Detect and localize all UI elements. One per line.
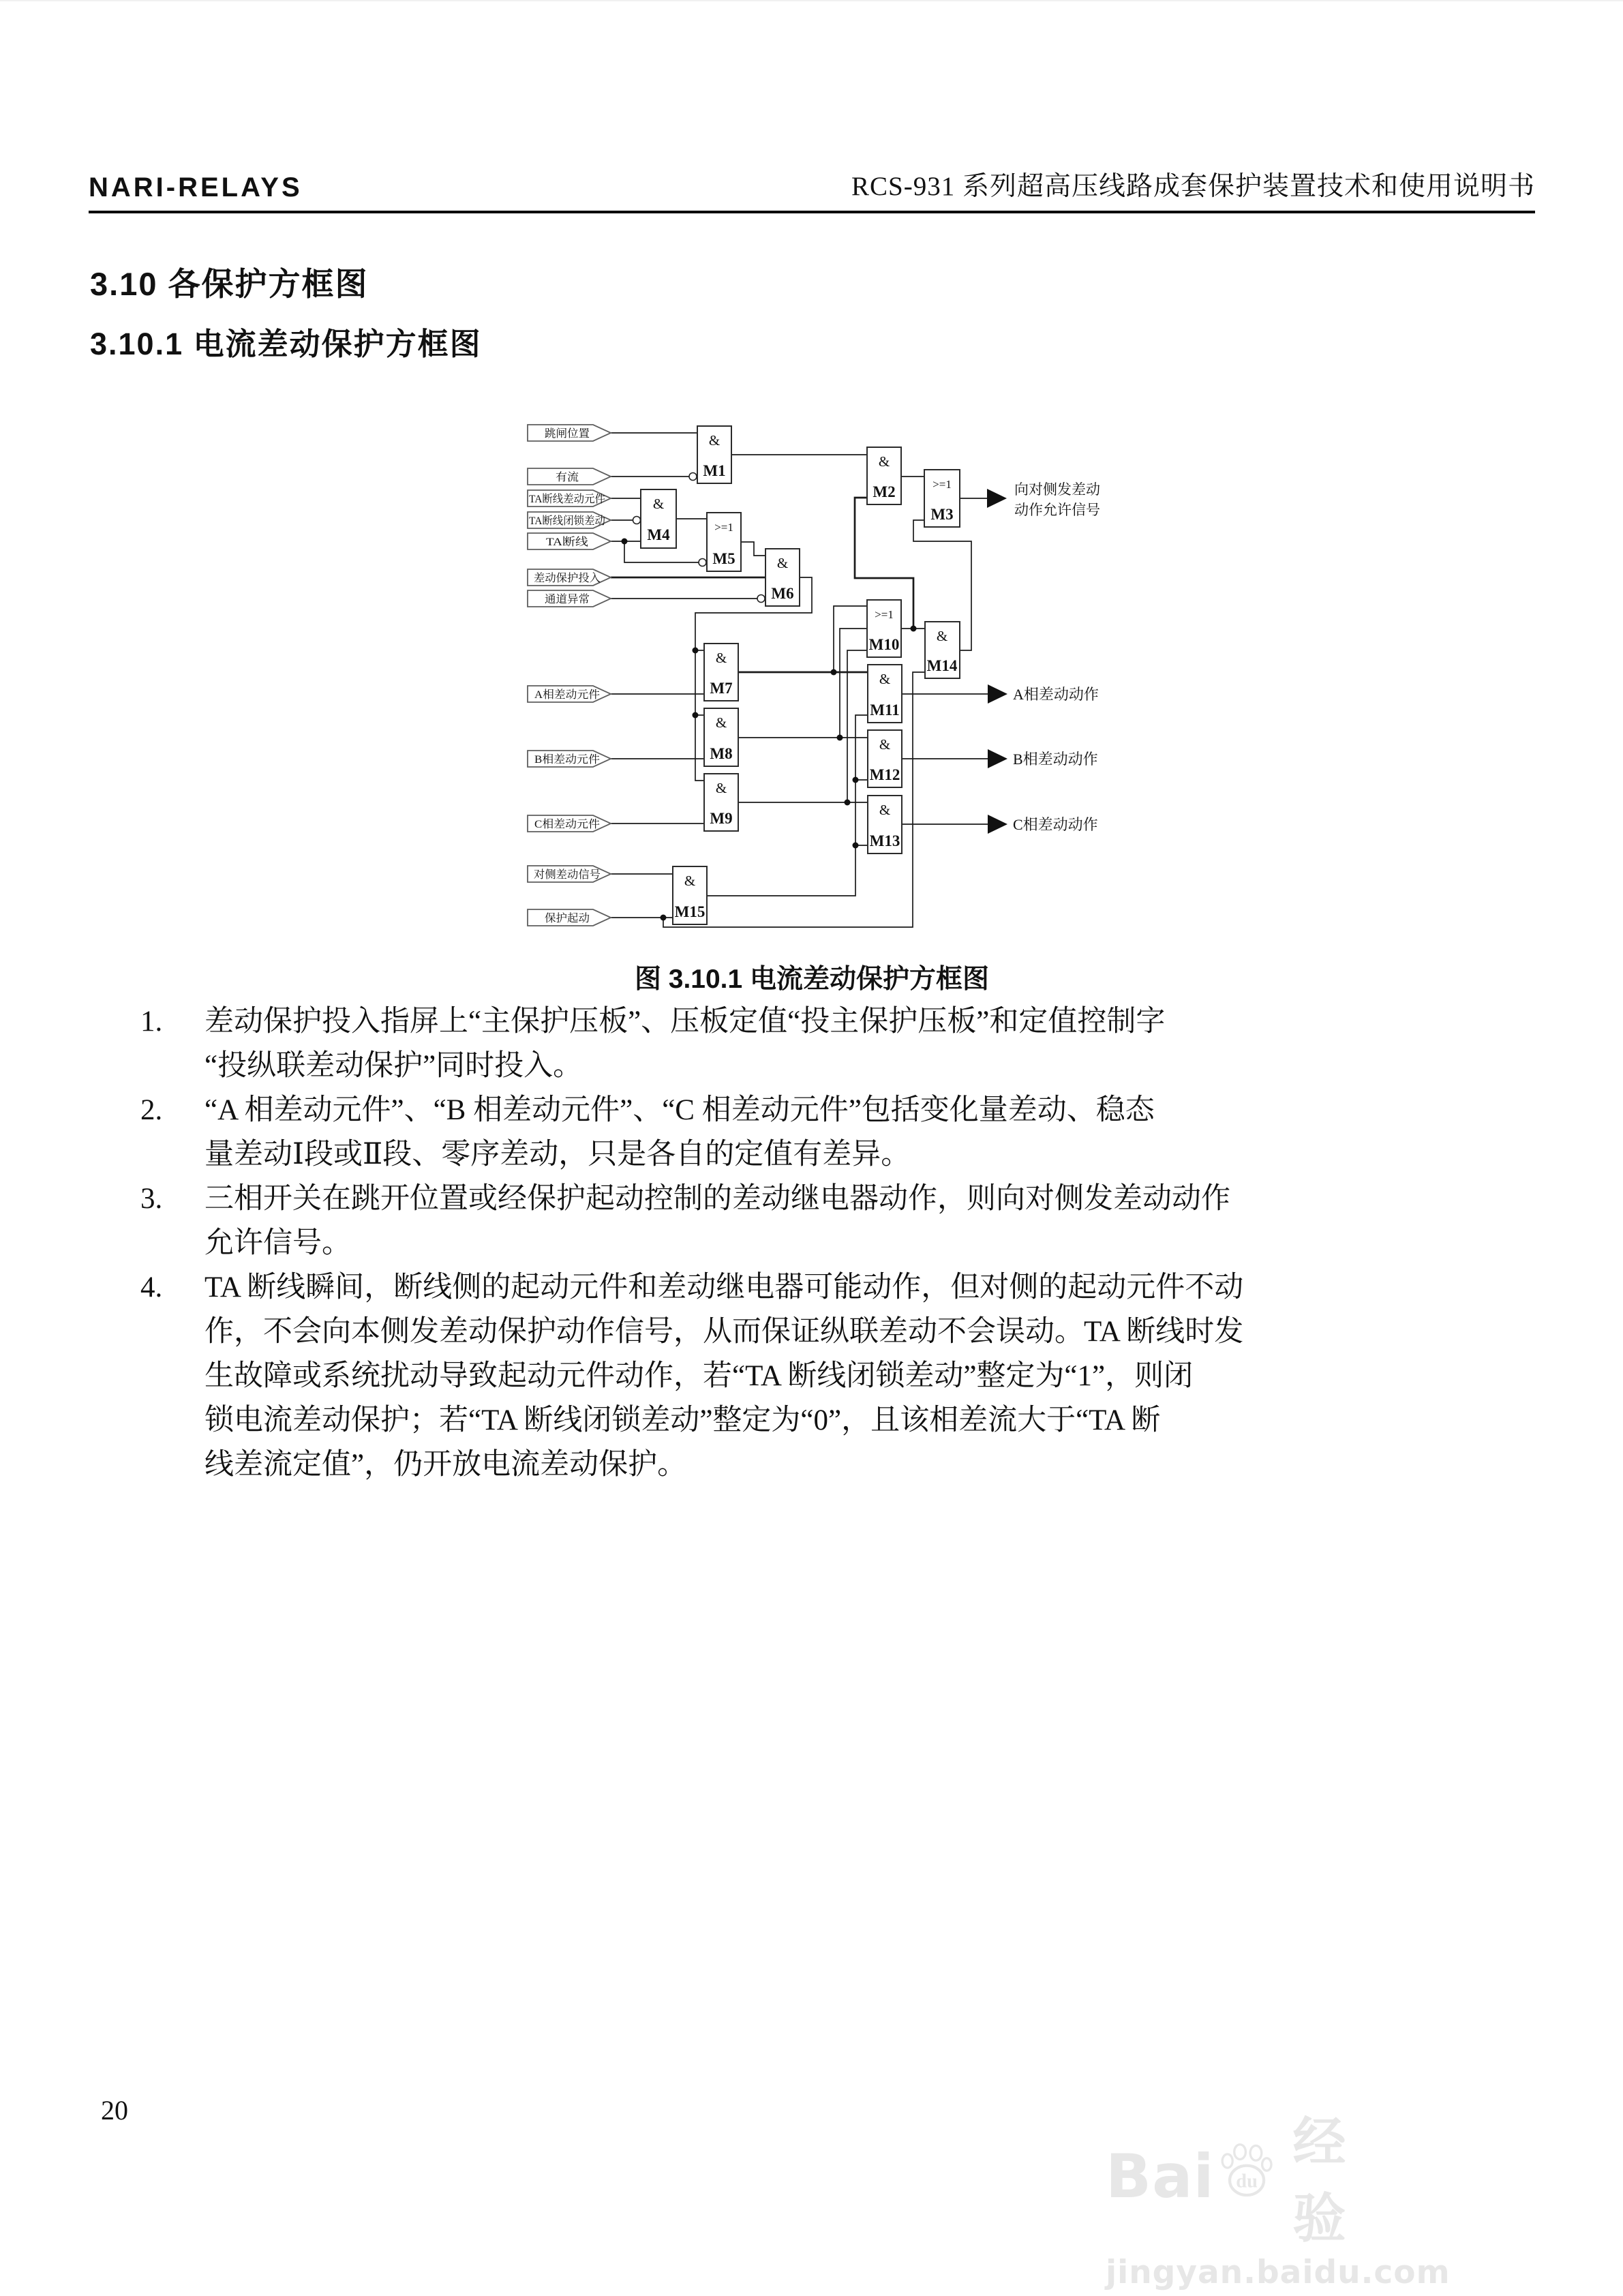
svg-text:A相差动元件: A相差动元件: [534, 689, 597, 701]
input-tag: [528, 686, 611, 702]
gate-m7: [704, 644, 738, 701]
svg-text:M7: M7: [710, 680, 733, 697]
input-tag: [528, 425, 611, 441]
svg-text:M6: M6: [771, 585, 794, 602]
input-tag: [528, 512, 611, 528]
svg-text:M15: M15: [674, 903, 706, 920]
svg-text:M9: M9: [710, 810, 733, 827]
header-rule: [89, 211, 1535, 213]
svg-text:跳闸位置: 跳闸位置: [545, 428, 589, 440]
svg-text:M5: M5: [712, 550, 735, 567]
section-heading: 3.10 各保护方框图: [90, 266, 369, 302]
output-arrow-icon: [988, 815, 1007, 834]
svg-text:&: &: [715, 714, 727, 731]
svg-text:M4: M4: [647, 526, 670, 543]
svg-text:通道异常: 通道异常: [545, 594, 589, 605]
svg-text:M3: M3: [930, 506, 954, 523]
list-item-number: 1.: [140, 1006, 163, 1038]
input-tag: [528, 909, 611, 926]
svg-text:>=1: >=1: [875, 608, 894, 621]
svg-text:M8: M8: [710, 745, 733, 762]
list-item-number: 2.: [140, 1094, 163, 1126]
document-title: RCS-931 系列超高压线路成套保护装置技术和使用说明书: [851, 172, 1535, 201]
output-label: C相差动动作: [1013, 816, 1098, 833]
svg-text:C相差动元件: C相差动元件: [534, 819, 596, 830]
list-item-text: TA 断线瞬间，断线侧的起动元件和差动继电器可能动作，但对侧的起动元件不动 作，不会向本侧发差动保护动作信号，从而保证纵联差动不会误动。TA 断线时发 生故障或系统扰动导致起动元件动作，若“TA 断线闭锁差动”整定为“1”，则闭 锁电流差动保护；若“TA 断线闭锁差动”整定为“0”，且该相差流大于“TA 断 线差流定值”，仍开放电流差动保护。: [204, 1271, 1244, 1481]
logic-gates: [641, 426, 960, 924]
watermark-text-du: du: [1235, 2171, 1258, 2192]
paw-icon: [1216, 2139, 1273, 2204]
svg-text:对侧差动信号: 对侧差动信号: [534, 869, 600, 881]
svg-text:&: &: [708, 432, 721, 449]
svg-text:M14: M14: [926, 657, 958, 674]
svg-text:保护起动: 保护起动: [545, 913, 589, 924]
svg-text:B相差动元件: B相差动元件: [534, 754, 596, 766]
input-tag: [528, 866, 611, 882]
page-number: 20: [101, 2095, 128, 2126]
gate-m4: [641, 489, 676, 548]
gate-m12: [868, 730, 902, 787]
svg-text:&: &: [878, 453, 890, 470]
svg-text:&: &: [879, 802, 891, 818]
svg-text:M12: M12: [869, 766, 900, 783]
gate-m13: [868, 796, 902, 854]
page-header: [89, 165, 1535, 203]
svg-text:TA断线: TA断线: [546, 537, 582, 548]
input-tag: [528, 533, 611, 549]
list-item: [89, 999, 1575, 1088]
svg-text:>=1: >=1: [714, 521, 733, 534]
output-arrow-icon: [988, 684, 1007, 704]
list-item: [89, 1088, 1575, 1177]
baidu-watermark: [1106, 2100, 1451, 2291]
output-label: A相差动动作: [1013, 686, 1099, 703]
notes-list: [89, 999, 1575, 1487]
svg-text:M1: M1: [703, 462, 726, 479]
svg-text:&: &: [715, 780, 727, 796]
svg-text:&: &: [879, 736, 891, 753]
watermark-logo: [1106, 2100, 1365, 2252]
list-item-number: 3.: [140, 1183, 163, 1215]
svg-text:&: &: [715, 650, 727, 666]
watermark-url: jingyan.baidu.com: [1106, 2254, 1451, 2291]
output-label: 向对侧发差动: [1014, 481, 1100, 498]
gate-m15: [673, 866, 707, 924]
svg-text:TA断线闭锁差动: TA断线闭锁差动: [529, 515, 609, 527]
svg-text:差动保护投入: 差动保护投入: [534, 573, 600, 584]
subsection-heading: 3.10.1 电流差动保护方框图: [90, 327, 482, 361]
list-item-text: 三相开关在跳开位置或经保护起动控制的差动继电器动作，则向对侧发差动动作 允许信号。: [204, 1183, 1230, 1259]
input-tag: [528, 490, 611, 507]
figure-caption: 图 3.10.1 电流差动保护方框图: [634, 965, 990, 994]
input-tag: [528, 590, 611, 607]
svg-text:M11: M11: [870, 701, 900, 719]
input-tag: [528, 815, 611, 832]
gate-m10: [867, 600, 901, 657]
svg-text:&: &: [776, 555, 789, 571]
watermark-text-bai: Bai: [1106, 2141, 1215, 2211]
gate-m14: [925, 622, 960, 678]
brand-logo-text: NARI-RELAYS: [89, 172, 303, 202]
list-item-text: 差动保护投入指屏上“主保护压板”、压板定值“投主保护压板”和定值控制字 “投纵联差动保护”同时投入。: [204, 1006, 1166, 1082]
input-tag: [528, 468, 611, 485]
gate-m1: [697, 426, 731, 483]
gate-m3: [924, 470, 960, 527]
svg-text:>=1: >=1: [932, 478, 952, 491]
svg-text:M13: M13: [869, 832, 900, 849]
input-tags: [528, 425, 611, 926]
svg-text:&: &: [652, 496, 665, 512]
watermark-text-jingyan: 经验: [1292, 2112, 1346, 2250]
gate-m6: [765, 549, 800, 606]
svg-text:&: &: [684, 873, 696, 889]
outputs: [987, 481, 1100, 834]
input-tag: [528, 751, 611, 767]
svg-text:&: &: [879, 671, 891, 687]
gate-m8: [704, 708, 738, 766]
input-tag: [528, 569, 611, 586]
output-arrow-icon: [987, 489, 1007, 508]
svg-text:M2: M2: [873, 483, 896, 500]
list-item: [89, 1265, 1575, 1487]
current-differential-logic-diagram: [504, 397, 1159, 956]
svg-text:&: &: [936, 628, 948, 644]
list-item-text: “A 相差动元件”、“B 相差动元件”、“C 相差动元件”包括变化量差动、稳态 量差动Ⅰ段或Ⅱ段、零序差动，只是各自的定值有差异。: [204, 1094, 1155, 1170]
svg-text:TA断线差动元件: TA断线差动元件: [529, 494, 609, 505]
list-item-number: 4.: [140, 1271, 163, 1303]
gate-m9: [704, 774, 738, 831]
output-label: B相差动动作: [1013, 751, 1098, 768]
gate-m2: [867, 447, 901, 504]
list-item: [89, 1177, 1575, 1265]
gate-m5: [707, 513, 741, 571]
output-label: 动作允许信号: [1014, 502, 1100, 518]
svg-text:M10: M10: [868, 636, 900, 653]
output-arrow-icon: [988, 749, 1007, 768]
svg-text:有流: 有流: [556, 472, 578, 483]
gate-m11: [868, 665, 902, 723]
